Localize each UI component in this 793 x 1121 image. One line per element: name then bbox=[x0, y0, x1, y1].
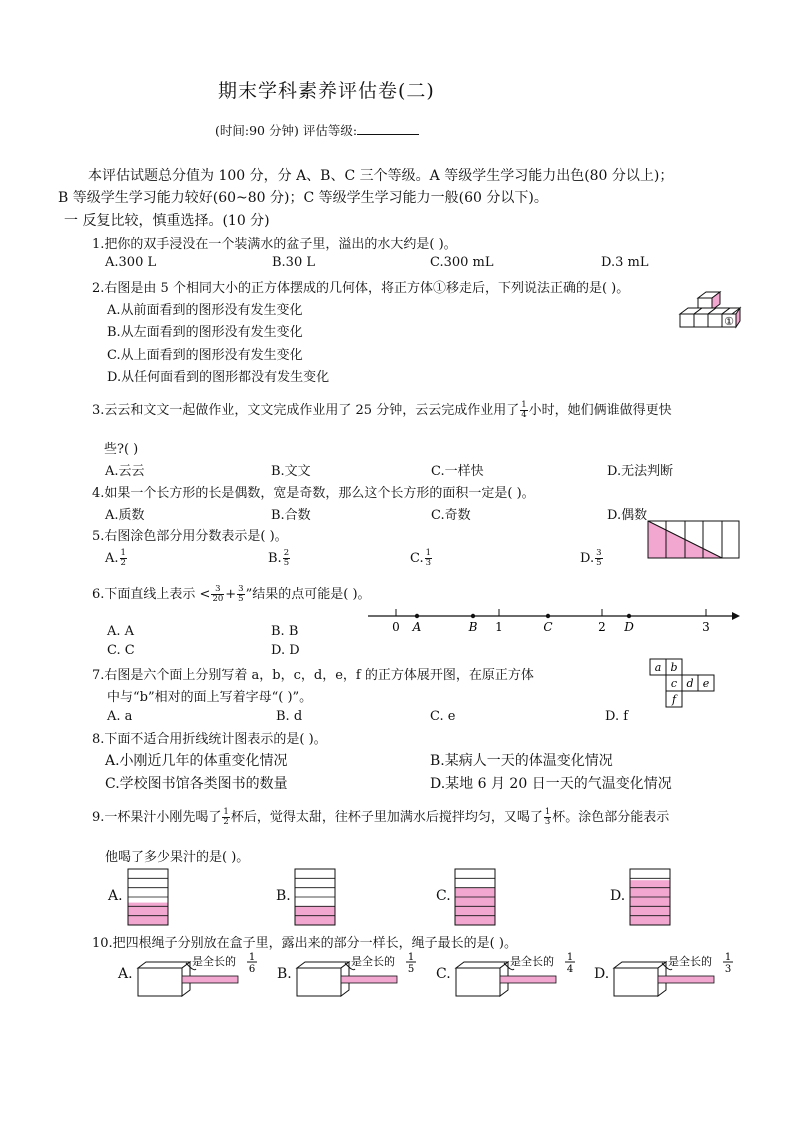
rope-frac-num: 1 bbox=[248, 952, 256, 963]
q8-option-b[interactable]: B.某病人一天的体温变化情况 bbox=[430, 753, 613, 769]
q5-c-num: 1 bbox=[425, 548, 432, 558]
q10-d-label: D. bbox=[594, 966, 610, 982]
point-c: C bbox=[543, 620, 553, 634]
rope-frac-den: 5 bbox=[407, 964, 415, 975]
q5-option-b[interactable] bbox=[268, 549, 291, 568]
q5-option-c[interactable] bbox=[410, 549, 433, 568]
q1-option-d[interactable]: D.3 mL bbox=[601, 255, 649, 270]
rope bbox=[341, 976, 397, 983]
q10-c-label: C. bbox=[436, 966, 451, 982]
q6-f1-den: 20 bbox=[212, 594, 224, 604]
q5-d-num: 3 bbox=[596, 548, 602, 558]
cube-stack-figure bbox=[676, 290, 742, 336]
q8-stem: 8.下面不适合用折线统计图表示的是( )。 bbox=[92, 732, 327, 747]
tick-2: 2 bbox=[598, 620, 606, 634]
face-d: d bbox=[686, 677, 694, 690]
q9-stem bbox=[92, 806, 669, 827]
q9-cup-d bbox=[628, 867, 672, 927]
q9-stem-d: 他喝了多少果汁的是( )。 bbox=[105, 850, 250, 865]
q5-a-num: 1 bbox=[120, 548, 126, 558]
q9-stem-c: 杯。涂色部分能表示 bbox=[552, 810, 670, 825]
cup-shaded-fill bbox=[630, 880, 670, 925]
rope-caption: 是全长的 bbox=[192, 955, 236, 968]
q6-f2-den: 5 bbox=[238, 594, 244, 604]
q6-stem-a: 6.下面直线上表示 < bbox=[92, 587, 211, 602]
q7-stem-a: 7.右图是六个面上分别写着 a，b，c，d，e，f 的正方体展开图，在原正方体 bbox=[92, 668, 534, 683]
box-top bbox=[297, 962, 349, 968]
q10-b-label: B. bbox=[277, 966, 292, 982]
q5-a-den: 2 bbox=[120, 558, 126, 568]
q10-option-a[interactable] bbox=[118, 950, 268, 1002]
q5-c-den: 3 bbox=[425, 558, 432, 568]
q3-option-c[interactable]: C.一样快 bbox=[431, 464, 484, 479]
q4-option-c[interactable]: C.奇数 bbox=[431, 508, 471, 523]
q6-stem-b: ”结果的点可能是( )。 bbox=[245, 587, 371, 602]
q5-d-label: D. bbox=[580, 551, 595, 566]
q9-frac-1 bbox=[222, 808, 229, 827]
q10-option-c[interactable] bbox=[436, 950, 586, 1002]
rope-frac-den: 4 bbox=[566, 964, 574, 975]
q9-stem-a: 9.一杯果汁小刚先喝了 bbox=[92, 810, 222, 825]
face-f: f bbox=[671, 693, 677, 706]
face-e: e bbox=[702, 677, 710, 690]
q6-f1-num: 3 bbox=[215, 584, 221, 594]
face-b: b bbox=[670, 661, 678, 674]
intro-line-1: 本评估试题总分值为 100 分，分 A、B、C 三个等级。A 等级学生学习能力出色(80 分以上)； bbox=[88, 168, 674, 184]
q2-option-a[interactable]: A.从前面看到的图形没有发生变化 bbox=[107, 303, 303, 318]
q6-stem bbox=[92, 583, 371, 604]
cube-one-label: ① bbox=[724, 315, 734, 328]
rope-box-d-icon bbox=[612, 952, 744, 1000]
q9-f1-den: 2 bbox=[223, 817, 229, 827]
q1-stem: 1.把你的双手浸没在一个装满水的盆子里，溢出的水大约是( )。 bbox=[92, 237, 457, 252]
face-a: a bbox=[654, 661, 662, 674]
q5-option-d[interactable] bbox=[580, 549, 604, 568]
q10-stem: 10.把四根绳子分别放在盒子里，露出来的部分一样长，绳子最长的是( )。 bbox=[92, 936, 517, 951]
q4-option-a[interactable]: A.质数 bbox=[105, 508, 145, 523]
point-b: B bbox=[468, 620, 478, 634]
box-top bbox=[456, 962, 508, 968]
point-a: A bbox=[412, 620, 422, 634]
q9-f1-num: 1 bbox=[223, 807, 229, 817]
tick-0: 0 bbox=[392, 620, 400, 634]
q3-frac-num: 1 bbox=[521, 400, 527, 410]
q4-option-d[interactable]: D.偶数 bbox=[607, 508, 648, 523]
rope bbox=[182, 976, 238, 983]
q2-option-b[interactable]: B.从左面看到的图形没有发生变化 bbox=[107, 325, 303, 340]
q6-plus: + bbox=[225, 587, 237, 602]
q9-option-a[interactable]: A. bbox=[108, 888, 123, 904]
rope-box-b-icon bbox=[295, 952, 427, 1000]
q3-option-d[interactable]: D.无法判断 bbox=[607, 464, 674, 479]
q9-option-c[interactable]: C. bbox=[436, 888, 451, 904]
q3-option-a[interactable]: A.云云 bbox=[105, 464, 145, 479]
rope-caption: 是全长的 bbox=[351, 955, 395, 968]
q3-stem-c: 些?( ) bbox=[104, 442, 139, 457]
q8-option-d[interactable]: D.某地 6 月 20 日一天的气温变化情况 bbox=[430, 776, 672, 792]
q5-stem: 5.右图涂色部分用分数表示是( )。 bbox=[92, 529, 288, 544]
intro-line-2: B 等级学生学习能力较好(60~80 分)；C 等级学生学习能力一般(60 分以下)。 bbox=[58, 190, 548, 206]
q6-f2-num: 3 bbox=[238, 584, 244, 594]
q5-shaded-rectangle bbox=[647, 520, 741, 560]
q3-fraction bbox=[520, 401, 527, 420]
point-d: D bbox=[624, 620, 634, 634]
q6-frac-1 bbox=[211, 585, 224, 604]
rope bbox=[500, 976, 556, 983]
q5-d-den: 5 bbox=[596, 558, 602, 568]
q1-option-a[interactable]: A.300 L bbox=[105, 255, 157, 270]
rope-caption: 是全长的 bbox=[668, 955, 712, 968]
q3-option-b[interactable]: B.文文 bbox=[271, 464, 311, 479]
q6-frac-2 bbox=[237, 585, 244, 604]
q5-a-frac bbox=[120, 549, 127, 568]
q7-stem-b: 中与“b”相对的面上写着字母“( )”。 bbox=[107, 690, 313, 705]
q1-option-c[interactable]: C.300 mL bbox=[430, 255, 494, 270]
q9-cup-c bbox=[453, 867, 497, 927]
section-heading: 一 反复比较，慎重选择。(10 分) bbox=[64, 213, 270, 229]
q9-cup-a bbox=[126, 867, 170, 927]
q7-cube-net bbox=[648, 657, 722, 711]
q4-stem: 4.如果一个长方形的长是偶数，宽是奇数，那么这个长方形的面积一定是( )。 bbox=[92, 486, 535, 501]
rope-frac-den: 3 bbox=[724, 964, 732, 975]
tick-3: 3 bbox=[702, 620, 710, 634]
subtitle bbox=[215, 121, 419, 139]
rope-frac-num: 1 bbox=[407, 952, 415, 963]
grade-blank bbox=[357, 122, 419, 135]
q2-option-c[interactable]: C.从上面看到的图形没有发生变化 bbox=[107, 348, 303, 363]
q3-frac-den: 4 bbox=[521, 410, 527, 420]
q5-b-label: B. bbox=[268, 551, 282, 566]
q5-c-frac bbox=[425, 549, 432, 568]
q3-stem bbox=[92, 399, 672, 420]
q9-f2-num: 1 bbox=[544, 807, 551, 817]
q8-option-c[interactable]: C.学校图书馆各类图书的数量 bbox=[105, 776, 288, 792]
q6-number-line bbox=[366, 606, 742, 636]
box-top bbox=[138, 962, 190, 968]
rope-frac-num: 1 bbox=[724, 952, 732, 963]
face-c: c bbox=[670, 677, 678, 690]
q5-b-den: 5 bbox=[283, 558, 290, 568]
time-and-grade-label: (时间:90 分钟) 评估等级: bbox=[215, 123, 358, 138]
rope-caption: 是全长的 bbox=[510, 955, 554, 968]
box-front bbox=[456, 968, 500, 996]
box-front bbox=[297, 968, 341, 996]
tick-1: 1 bbox=[495, 620, 503, 634]
q5-c-label: C. bbox=[410, 551, 424, 566]
q9-cup-b bbox=[293, 867, 337, 927]
q9-f2-den: 3 bbox=[544, 817, 551, 827]
q7-option-a[interactable]: A. a bbox=[107, 709, 133, 724]
box-front bbox=[614, 968, 658, 996]
q6-option-c[interactable]: C. C bbox=[107, 643, 135, 658]
q3-stem-b: 小时，她们俩谁做得更快 bbox=[528, 403, 672, 418]
q10-option-b[interactable] bbox=[277, 950, 427, 1002]
q5-option-a[interactable] bbox=[105, 549, 128, 568]
q9-frac-2 bbox=[544, 808, 551, 827]
rope-frac-den: 6 bbox=[248, 964, 256, 975]
q6-option-b[interactable]: B. B bbox=[271, 624, 299, 639]
box-front bbox=[138, 968, 182, 996]
rope-frac-num: 1 bbox=[566, 952, 574, 963]
q2-stem: 2.右图是由 5 个相同大小的正方体摆成的几何体，将正方体①移走后，下列说法正确的是( )。 bbox=[92, 281, 630, 296]
box-top bbox=[614, 962, 666, 968]
q7-option-b[interactable]: B. d bbox=[276, 709, 303, 724]
q5-d-frac bbox=[595, 549, 602, 568]
q4-option-b[interactable]: B.合数 bbox=[271, 508, 311, 523]
q5-a-label: A. bbox=[105, 551, 119, 566]
q6-option-d[interactable]: D. D bbox=[271, 643, 300, 658]
q7-option-c[interactable]: C. e bbox=[430, 709, 456, 724]
q10-a-label: A. bbox=[118, 966, 133, 982]
q10-option-d[interactable] bbox=[594, 950, 744, 1002]
q7-option-d[interactable]: D. f bbox=[605, 709, 629, 724]
q9-option-b[interactable]: B. bbox=[276, 888, 291, 904]
q2-option-d[interactable]: D.从任何面看到的图形都没有发生变化 bbox=[107, 370, 330, 385]
q1-option-b[interactable]: B.30 L bbox=[272, 255, 315, 270]
q8-option-a[interactable]: A.小刚近几年的体重变化情况 bbox=[105, 753, 288, 769]
q5-b-frac bbox=[283, 549, 290, 568]
q9-option-d[interactable]: D. bbox=[610, 888, 626, 904]
rope-box-a-icon bbox=[136, 952, 268, 1000]
q3-stem-a: 3.云云和文文一起做作业，文文完成作业用了 25 分钟，云云完成作业用了 bbox=[92, 403, 520, 418]
rope-box-c-icon bbox=[454, 952, 586, 1000]
q5-b-num: 2 bbox=[283, 548, 290, 558]
q6-option-a[interactable]: A. A bbox=[107, 624, 135, 639]
rope bbox=[658, 976, 714, 983]
page-title: 期末学科素养评估卷(二) bbox=[218, 80, 435, 102]
q9-stem-b: 杯后，觉得太甜，往杯子里加满水后搅拌均匀，又喝了 bbox=[230, 810, 543, 825]
